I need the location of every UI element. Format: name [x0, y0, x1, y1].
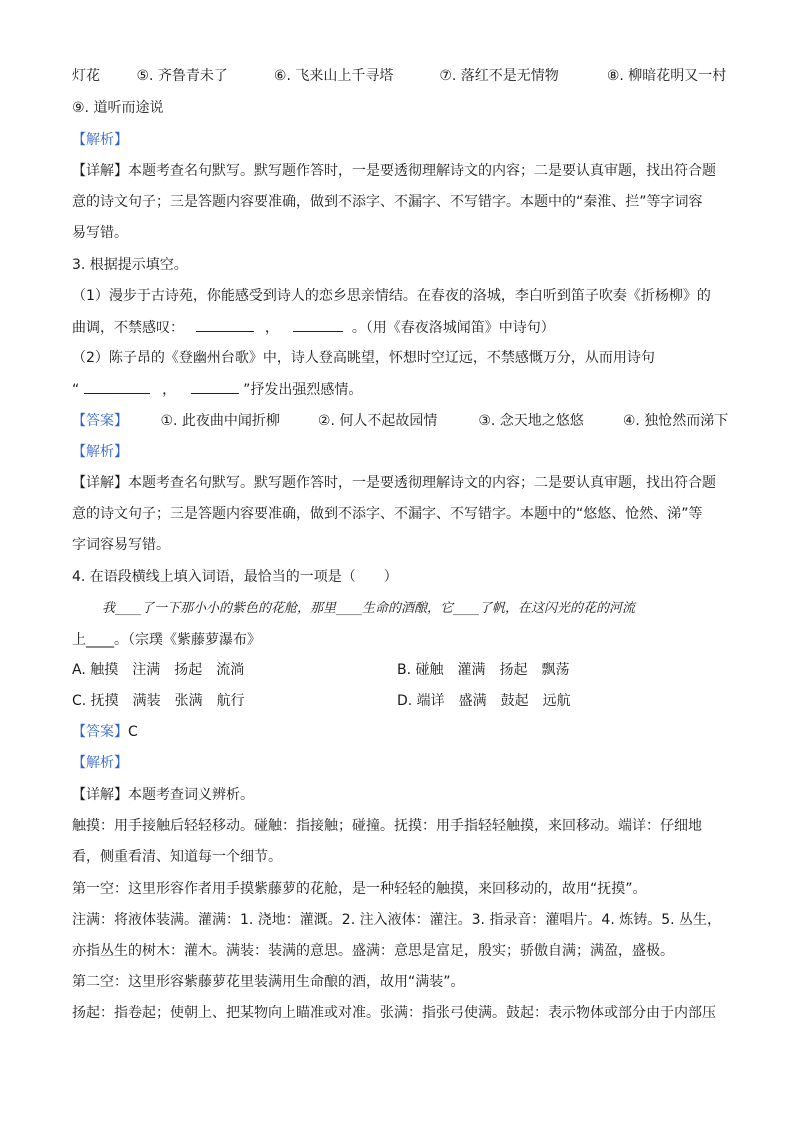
detail-text: 触摸：用手接触后轻轻移动。碰触：指接触；碰撞。抚摸：用手指轻轻触摸，来回移动。端详：仔细地: [72, 818, 702, 834]
analysis-tag: 【解析】: [72, 755, 128, 771]
separator: ，: [162, 382, 177, 398]
option-a: A. 触摸 注满 扬起 流淌: [72, 662, 245, 678]
question-title: 4. 在语段横线上填入词语，最恰当的一项是（ ）: [72, 569, 398, 585]
detail-text: 扬起：指卷起；使朝上、把某物向上瞄准或对准。张满：指张弓使满。鼓起：表示物体或部分由于内部压: [72, 1005, 716, 1021]
detail-text: 意的诗文句子；三是答题内容要准确，做到不添字、不漏字、不写错字。本题中的“悠悠、怆然、涕”等: [72, 506, 703, 522]
detail-text: 易写错。: [72, 225, 128, 241]
answer-item: ④. 独怆然而涕下: [622, 413, 729, 429]
passage-text: 上____。（宗璞《紫藤萝瀑布》: [72, 632, 261, 648]
answer-item: ⑦. 落红不是无情物: [439, 68, 559, 84]
answer-item: 灯花: [72, 68, 100, 84]
answer-item: ⑥. 飞来山上千寻塔: [273, 68, 394, 84]
separator: ，: [264, 320, 279, 336]
answer-row: [72, 722, 727, 742]
detail-text: 【详解】本题考查词义辨析。: [72, 787, 254, 803]
detail-text: 字词容易写错。: [72, 537, 170, 553]
fill-blank: [196, 317, 254, 332]
fill-blank: [191, 379, 239, 394]
detail-text: 【详解】本题考查名句默写。默写题作答时，一是要透彻理解诗文的内容；二是要认真审题，找出符合题: [72, 475, 716, 491]
answer-item: ⑧. 柳暗花明又一村: [606, 68, 727, 84]
detail-text: 亦指丛生的树木：灌木。满装：装满的意思。盛满：意思是富足，殷实；骄傲自满；满盈，盛极。: [72, 943, 674, 959]
answer-item: ③. 念天地之悠悠: [478, 413, 584, 429]
analysis-tag: 【解析】: [72, 132, 128, 148]
fill-blank: [293, 317, 343, 332]
option-b: B. 碰触 灌满 扬起 飘荡: [397, 662, 570, 678]
detail-text: 【详解】本题考查名句默写。默写题作答时，一是要透彻理解诗文的内容；二是要认真审题，找出符合题: [72, 163, 716, 179]
detail-text: 看，侧重看清、知道每一个细节。: [72, 849, 282, 865]
question-title: 3. 根据提示填空。: [72, 257, 188, 273]
passage-text: 我____了一下那小小的紫色的花舱，那里____生命的酒酿，它____了帆，在这闪光的花的河流: [102, 601, 636, 616]
answer-item: ⑤. 齐鲁青未了: [136, 68, 228, 84]
analysis-tag: 【解析】: [72, 444, 128, 460]
answer-value: C: [128, 724, 138, 740]
option-c: C. 抚摸 满装 张满 航行: [72, 693, 245, 709]
fill-blank: [84, 379, 150, 394]
question-text: （1）漫步于古诗苑，你能感受到诗人的恋乡思亲情结。在春夜的洛城，李白听到笛子吹奏《折杨柳》的: [72, 288, 711, 304]
detail-text: 第一空：这里形容作者用手摸紫藤萝的花舱，是一种轻轻的触摸，来回移动的，故用“抚摸”。: [72, 881, 647, 897]
answer-row: [72, 411, 727, 431]
question-text-with-blanks: [72, 379, 727, 400]
question-text-with-blanks: [72, 317, 727, 338]
detail-text: 意的诗文句子；三是答题内容要准确，做到不添字、不漏字、不写错字。本题中的“秦淮、拦”等字词容: [72, 194, 703, 210]
answers-row-1: [72, 66, 727, 86]
question-text: 。（用《春夜洛城闻笛》中诗句）: [351, 320, 555, 336]
detail-text: 注满：将液体装满。灌满：1. 浇地：灌溉。2. 注入液体：灌注。3. 指录音：灌唱片。4. 炼铸。5. 丛生，: [72, 912, 722, 928]
answer-item: ①. 此夜曲中闻折柳: [160, 413, 280, 429]
quote-mark: “: [72, 382, 80, 398]
answer-tag: 【答案】: [72, 724, 128, 740]
option-d: D. 端详 盛满 鼓起 远航: [397, 693, 571, 709]
detail-text: 第二空：这里形容紫藤萝花里装满用生命酿的酒，故用“满装”。: [72, 974, 465, 990]
question-text: 曲调，不禁感叹：: [72, 320, 184, 336]
answer-item: ②. 何人不起故园情: [317, 413, 438, 429]
question-text: （2）陈子昂的《登幽州台歌》中，诗人登高眺望，怀想时空辽远，不禁感慨万分，从而用诗句: [72, 350, 655, 366]
answers-row-2: ⑨. 道听而途说: [72, 100, 164, 116]
answer-tag: 【答案】: [72, 413, 128, 429]
question-text: ”抒发出强烈感情。: [243, 382, 363, 398]
